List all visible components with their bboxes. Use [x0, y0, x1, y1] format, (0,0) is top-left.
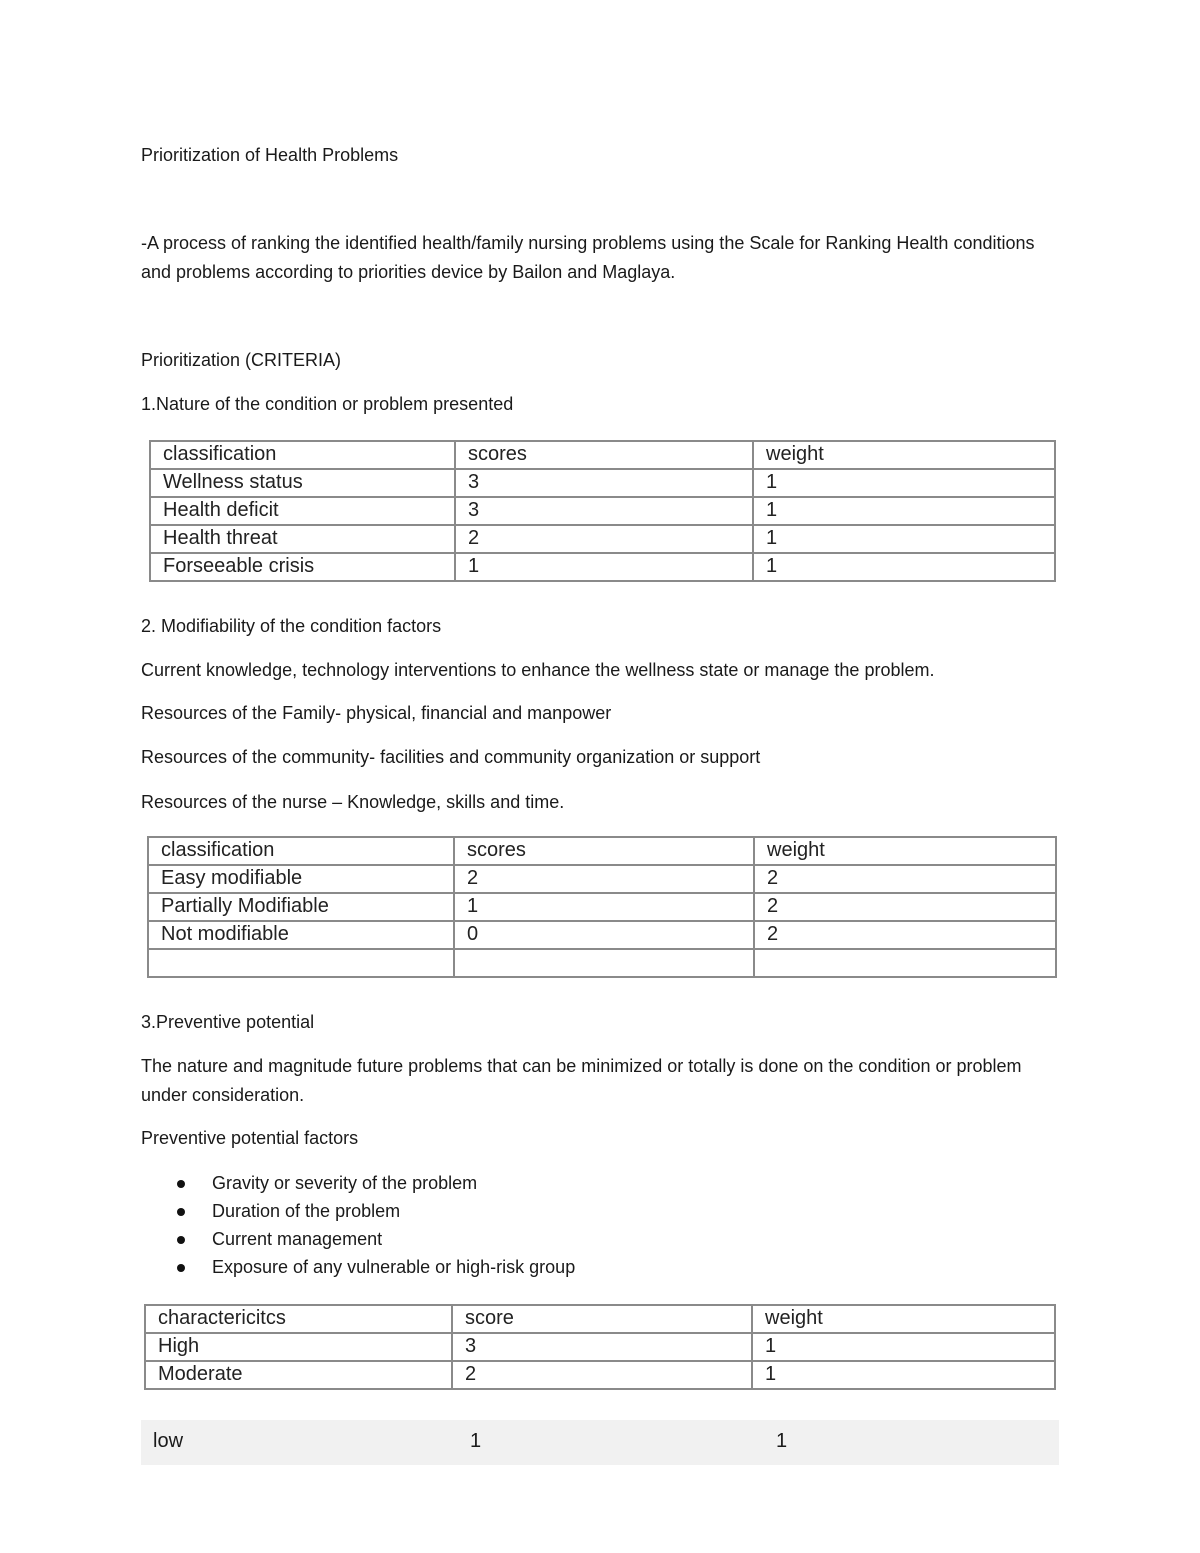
- table-cell: [754, 949, 1056, 977]
- table-cell: 3: [452, 1333, 752, 1361]
- table-header-cell: weight: [752, 1305, 1055, 1333]
- table-cell: Forseeable crisis: [150, 553, 455, 581]
- table-cell: Not modifiable: [148, 921, 454, 949]
- table-cell: 2: [452, 1361, 752, 1389]
- list-item: Gravity or severity of the problem: [141, 1169, 575, 1197]
- table-cell: 2: [754, 921, 1056, 949]
- table-cell: 1: [753, 469, 1055, 497]
- table-row: [150, 525, 1055, 553]
- table-cell: 2: [454, 865, 754, 893]
- table-header-cell: score: [452, 1305, 752, 1333]
- bullet-icon: [177, 1208, 185, 1216]
- table-cell: 2: [754, 893, 1056, 921]
- table-cell: 1: [753, 553, 1055, 581]
- table-cell: 2: [455, 525, 753, 553]
- table-header-cell: scores: [455, 441, 753, 469]
- table-cell: Moderate: [145, 1361, 452, 1389]
- list-item: Duration of the problem: [141, 1197, 575, 1225]
- table-cell: 3: [455, 469, 753, 497]
- modifiability-line: Resources of the community- facilities and community organization or support: [141, 747, 761, 767]
- table-cell: 1: [752, 1361, 1055, 1389]
- table-cell: Partially Modifiable: [148, 893, 454, 921]
- table-header-cell: weight: [754, 837, 1056, 865]
- table-cell: [454, 949, 754, 977]
- low-score: 1: [470, 1430, 482, 1452]
- table-row: [148, 949, 1056, 977]
- table-cell: 1: [752, 1333, 1055, 1361]
- table-row: [145, 1361, 1055, 1389]
- table-row: [148, 921, 1056, 949]
- low-row: [141, 1420, 1059, 1465]
- table-cell: Wellness status: [150, 469, 455, 497]
- bullet-icon: [177, 1264, 185, 1272]
- bullet-icon: [177, 1236, 185, 1244]
- preventive-description: The nature and magnitude future problems that can be minimized or totally is done on the condition or problem under consideration.: [141, 1056, 1022, 1105]
- modifiability-line: Resources of the Family- physical, financial and manpower: [141, 703, 612, 723]
- low-weight: 1: [776, 1430, 788, 1452]
- section2-heading: 2. Modifiability of the condition factors: [141, 616, 442, 636]
- factors-list: [141, 1169, 575, 1281]
- low-label: low: [153, 1430, 184, 1452]
- section3-heading: 3.Preventive potential: [141, 1012, 315, 1032]
- table-header-cell: weight: [753, 441, 1055, 469]
- table-row: [148, 865, 1056, 893]
- factors-heading: Preventive potential factors: [141, 1128, 359, 1148]
- table-row: [150, 469, 1055, 497]
- table-row: [145, 1333, 1055, 1361]
- modifiability-line: Resources of the nurse – Knowledge, skills and time.: [141, 792, 565, 812]
- table-cell: [148, 949, 454, 977]
- table-header-row: [150, 441, 1055, 469]
- modifiability-table: [147, 836, 1057, 978]
- table-cell: 3: [455, 497, 753, 525]
- table-cell: Easy modifiable: [148, 865, 454, 893]
- table-cell: High: [145, 1333, 452, 1361]
- preventive-table: [144, 1304, 1056, 1390]
- bullet-icon: [177, 1180, 185, 1188]
- section1-heading: 1.Nature of the condition or problem presented: [141, 394, 514, 414]
- nature-table: [149, 440, 1056, 582]
- table-cell: 1: [753, 525, 1055, 553]
- table-cell: 1: [454, 893, 754, 921]
- table-row: [150, 553, 1055, 581]
- criteria-heading: Prioritization (CRITERIA): [141, 350, 342, 370]
- table-header-cell: scores: [454, 837, 754, 865]
- table-header-cell: charactericitcs: [145, 1305, 452, 1333]
- table-cell: 1: [753, 497, 1055, 525]
- table-cell: 2: [754, 865, 1056, 893]
- table-header-row: [148, 837, 1056, 865]
- intro-paragraph: -A process of ranking the identified health/family nursing problems using the Scale for Ranking Health conditions and problems according to priorities device by Bailon and Maglaya.: [141, 233, 1035, 282]
- page-title: Prioritization of Health Problems: [141, 145, 399, 165]
- table-row: [148, 893, 1056, 921]
- table-header-row: [145, 1305, 1055, 1333]
- table-header-cell: classification: [148, 837, 454, 865]
- table-cell: Health deficit: [150, 497, 455, 525]
- table-row: [150, 497, 1055, 525]
- list-item: Exposure of any vulnerable or high-risk group: [141, 1253, 575, 1281]
- table-cell: 1: [455, 553, 753, 581]
- table-header-cell: classification: [150, 441, 455, 469]
- table-cell: 0: [454, 921, 754, 949]
- table-cell: Health threat: [150, 525, 455, 553]
- list-item: Current management: [141, 1225, 575, 1253]
- modifiability-line: Current knowledge, technology interventions to enhance the wellness state or manage the problem.: [141, 660, 935, 680]
